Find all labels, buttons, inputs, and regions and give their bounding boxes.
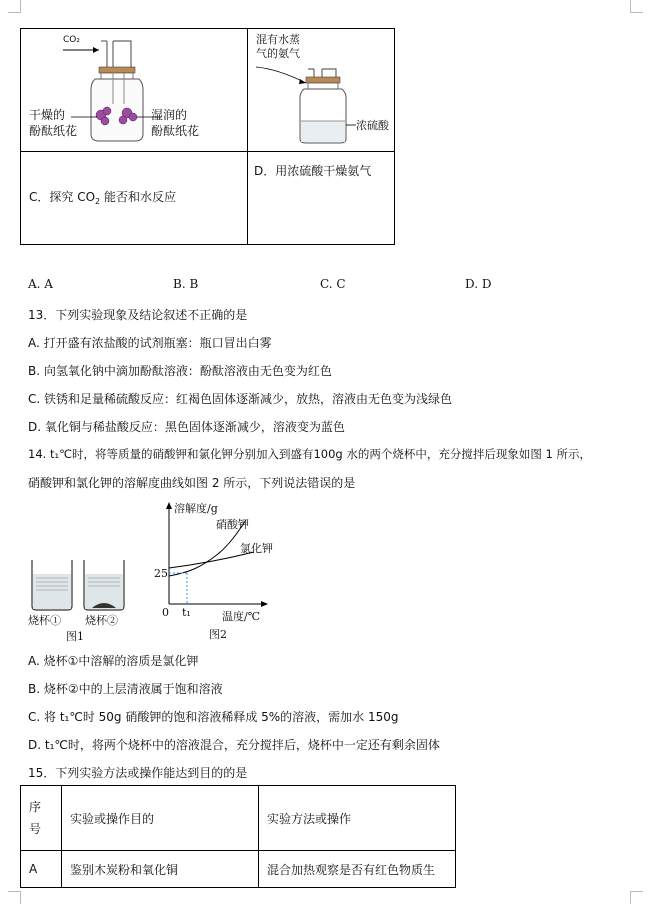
q14-option-a[interactable]: A. 烧杯①中溶解的溶质是氯化钾: [28, 654, 199, 668]
q14-stem-line2: 硝酸钾和氯化钾的溶解度曲线如图 2 所示，下列说法错误的是: [28, 476, 356, 490]
cell-d-text: [248, 152, 395, 245]
table-row: [21, 851, 456, 888]
experiment-table: [20, 28, 395, 245]
option-c-description: C．探究 $CO_2$ 能否和水反应: [29, 190, 176, 206]
corner-mark-bottom-right: [630, 891, 643, 904]
tick-origin: 0: [162, 606, 169, 619]
header-cell-purpose: 实验或操作目的: [62, 786, 259, 851]
beaker-1-label: 烧杯①: [28, 614, 61, 627]
beakers-figure: [28, 556, 128, 612]
q13-option-c[interactable]: C. 铁锈和足量稀硫酸反应：红褐色固体逐渐减少，放热，溶液由无色变为浅绿色: [28, 392, 453, 406]
option-d-description: D．用浓硫酸干燥氨气: [254, 164, 372, 178]
q14-option-c[interactable]: C. 将 t₁℃时 50g 硝酸钾的饱和溶液稀释成 5%的溶液，需加水 150g: [28, 710, 399, 724]
row-a-method: 混合加热观察是否有红色物质生: [259, 851, 456, 888]
q13-option-d[interactable]: D. 氧化铜与稀盐酸反应：黑色固体逐渐减少，溶液变为蓝色: [28, 420, 345, 434]
corner-mark-top-right: [630, 0, 643, 13]
series-kno3-label: 硝酸钾: [216, 518, 249, 531]
q12-option-d[interactable]: D. D: [465, 277, 492, 291]
header-cell-method: 实验方法或操作: [259, 786, 456, 851]
beaker-2-label: 烧杯②: [85, 614, 118, 627]
q15-table: [20, 785, 456, 888]
conc-sulfuric-acid-label: 浓硫酸: [356, 119, 389, 132]
q12-option-c[interactable]: C. C: [320, 277, 346, 291]
tick-25: 25: [154, 567, 168, 580]
co2-gas-label: CO₂: [63, 35, 80, 45]
q13-stem: 13．下列实验现象及结论叙述不正确的是: [28, 308, 248, 322]
q13-option-a[interactable]: A. 打开盛有浓盐酸的试剂瓶塞：瓶口冒出白雾: [28, 336, 272, 350]
corner-mark-bottom-left: [8, 891, 21, 904]
q15-stem: 15．下列实验方法或操作能达到目的的是: [28, 766, 248, 780]
header-cell-index: 序 号: [21, 786, 62, 851]
figure-1-caption: 图1: [66, 630, 84, 643]
cell-c-figure: [21, 29, 248, 152]
figure-2-caption: 图2: [209, 628, 227, 641]
wet-paper-flower-label: 湿润的 酚酞纸花: [151, 108, 200, 138]
cell-d-figure: [248, 29, 395, 152]
series-kcl-label: 氯化钾: [240, 542, 273, 555]
chart-x-axis-label: 温度/℃: [222, 610, 261, 623]
q14-option-d[interactable]: D. t₁℃时，将两个烧杯中的溶液混合，充分搅拌后，烧杯中一定还有剩余固体: [28, 738, 440, 752]
row-a-index: A: [21, 851, 62, 888]
corner-mark-top-left: [8, 0, 21, 13]
dry-paper-flower-label: 干燥的 酚酞纸花: [29, 108, 78, 138]
q13-option-b[interactable]: B. 向氢氧化钠中滴加酚酞溶液：酚酞溶液由无色变为红色: [28, 364, 332, 378]
solubility-chart: [150, 500, 280, 612]
row-a-purpose: 鉴别木炭粉和氧化铜: [62, 851, 259, 888]
q14-option-b[interactable]: B. 烧杯②中的上层清液属于饱和溶液: [28, 682, 223, 696]
tick-t1: t₁: [182, 606, 191, 619]
q14-stem-line1: 14. t₁℃时，将等质量的硝酸钾和氯化钾分别加入到盛有100g 水的两个烧杯中，充分搅拌后现象如图 1 所示，: [28, 447, 592, 461]
chart-y-axis-label: 溶解度/g: [174, 502, 218, 515]
cell-c-text: [21, 152, 248, 245]
q12-option-a[interactable]: A. A: [28, 277, 53, 291]
q12-option-b[interactable]: B. B: [173, 277, 199, 291]
ammonia-gas-label: 混有水蒸 气的氨气: [256, 33, 300, 60]
table-header-row: [21, 786, 456, 851]
